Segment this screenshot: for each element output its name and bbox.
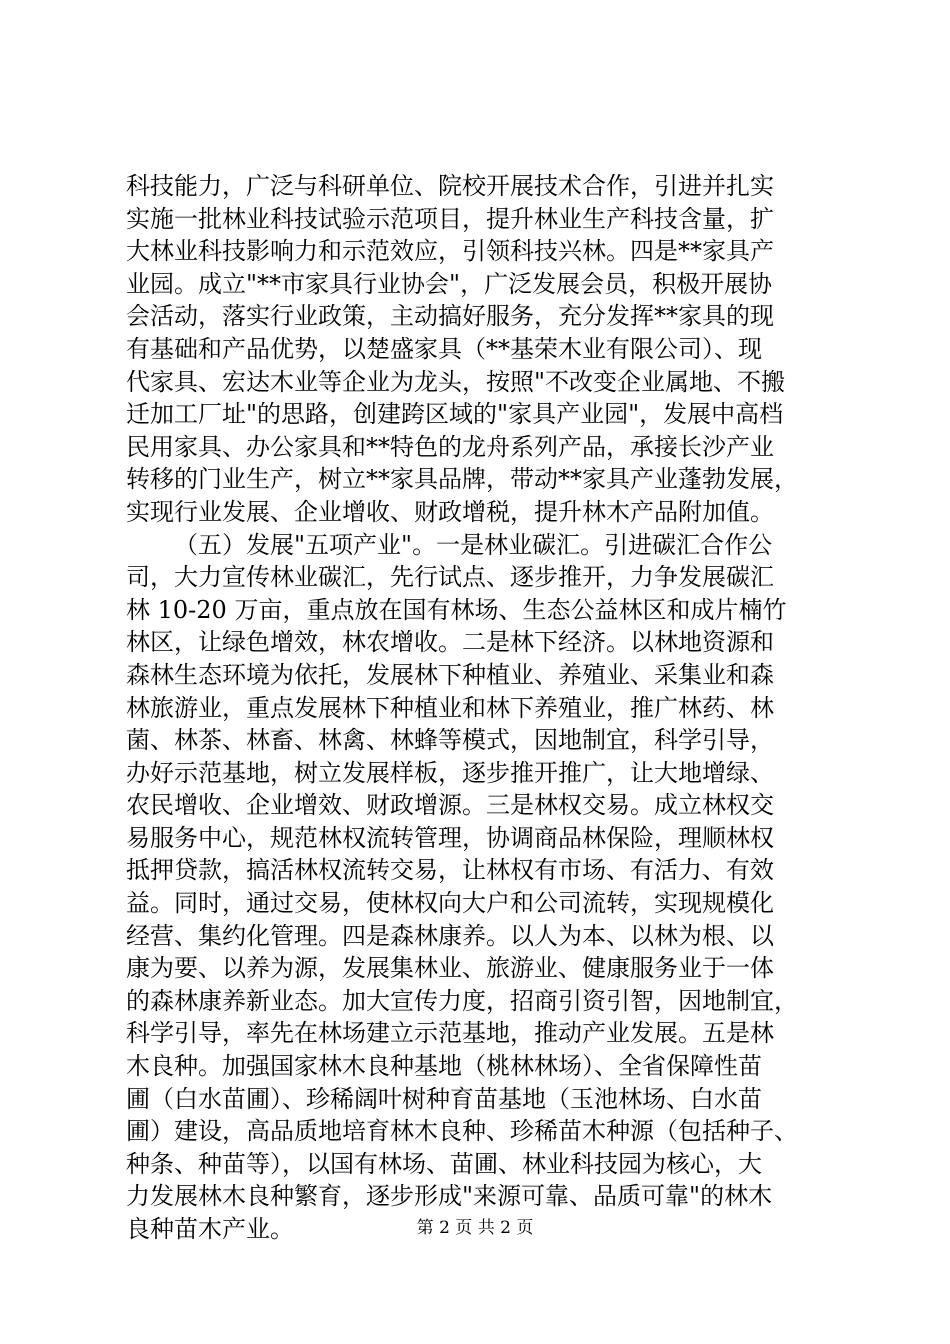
text-line: 大林业科技影响力和示范效应，引领科技兴林。四是**家具产: [126, 237, 774, 266]
text-line: 林 10-20 万亩，重点放在国有林场、生态公益林区和成片楠竹: [126, 595, 787, 624]
text-line: 易服务中心，规范林权流转管理，协调商品林保险，理顺林权: [126, 823, 774, 852]
text-line: 办好示范基地，树立发展样板，逐步推开推广，让大地增绿、: [126, 758, 774, 787]
text-line: 圃（白水苗圃）、珍稀阔叶树种育苗基地（玉池林场、白水苗: [126, 1084, 762, 1113]
text-line: 圃）建设，高品质地培育林木良种、珍稀苗木种源（包括种子、: [126, 1117, 798, 1146]
text-line: 农民增收、企业增效、财政增源。三是林权交易。成立林权交: [126, 791, 774, 820]
text-line: 抵押贷款，搞活林权流转交易，让林权有市场、有活力、有效: [126, 856, 774, 885]
text-line: 木良种。加强国家林木良种基地（桃林林场）、全省保障性苗: [126, 1052, 762, 1081]
text-line: 的森林康养新业态。加大宣传力度，招商引资引智，因地制宜，: [126, 986, 798, 1015]
text-line: 力发展林木良种繁育，逐步形成"来源可靠、品质可靠"的林木: [126, 1182, 773, 1211]
text-line: 林区，让绿色增效，林农增收。二是林下经济。以林地资源和: [126, 628, 774, 657]
page-number-footer: 第 2 页 共 2 页: [416, 1218, 534, 1238]
text-line: 林旅游业，重点发展林下种植业和林下养殖业，推广林药、林: [126, 693, 774, 722]
text-line: 迁加工厂址"的思路，创建跨区域的"家具产业园"，发展中高档: [126, 400, 784, 429]
text-line: 科技能力，广泛与科研单位、院校开展技术合作，引进并扎实: [126, 172, 774, 200]
text-line: 益。同时，通过交易，使林权向大户和公司流转，实现规模化: [126, 889, 774, 918]
text-line: 科学引导，率先在林场建立示范基地，推动产业发展。五是林: [126, 1019, 774, 1048]
text-line: 森林生态环境为依托，发展林下种植业、养殖业、采集业和森: [126, 660, 774, 689]
text-line: 转移的门业生产，树立**家具品牌，带动**家具产业蓬勃发展，: [126, 465, 798, 494]
text-line: 菌、林茶、林畜、林禽、林蜂等模式，因地制宜，科学引导，: [126, 726, 774, 755]
text-line: 司，大力宣传林业碳汇，先行试点、逐步推开，力争发展碳汇: [126, 563, 774, 592]
text-line: 实施一批林业科技试验示范项目，提升林业生产科技含量，扩: [126, 204, 774, 233]
text-line: 实现行业发展、企业增收、财政增税，提升林木产品附加值。: [126, 497, 774, 526]
text-line: 有基础和产品优势，以楚盛家具（**基荣木业有限公司）、现: [126, 334, 762, 363]
text-line: 经营、集约化管理。四是森林康养。以人为本、以林为根、以: [126, 921, 774, 950]
text-line: 种条、种苗等），以国有林场、苗圃、林业科技园为核心，大: [126, 1149, 762, 1178]
body-text: [126, 170, 836, 1246]
text-line: 代家具、宏达木业等企业为龙头，按照"不改变企业属地、不搬: [126, 367, 786, 396]
text-line: 民用家具、办公家具和**特色的龙舟系列产品，承接长沙产业: [126, 432, 774, 461]
text-line: 业园。成立"**市家具行业协会"，广泛发展会员，积极开展协: [126, 269, 773, 298]
section-heading-line: （五）发展"五项产业"。一是林业碳汇。引进碳汇合作公: [174, 530, 773, 559]
text-line: 良种苗木产业。: [126, 1215, 294, 1243]
text-line: 康为要、以养为源，发展集林业、旅游业、健康服务业于一体: [126, 954, 774, 983]
text-line: 会活动，落实行业政策，主动搞好服务，充分发挥**家具的现: [126, 302, 774, 331]
